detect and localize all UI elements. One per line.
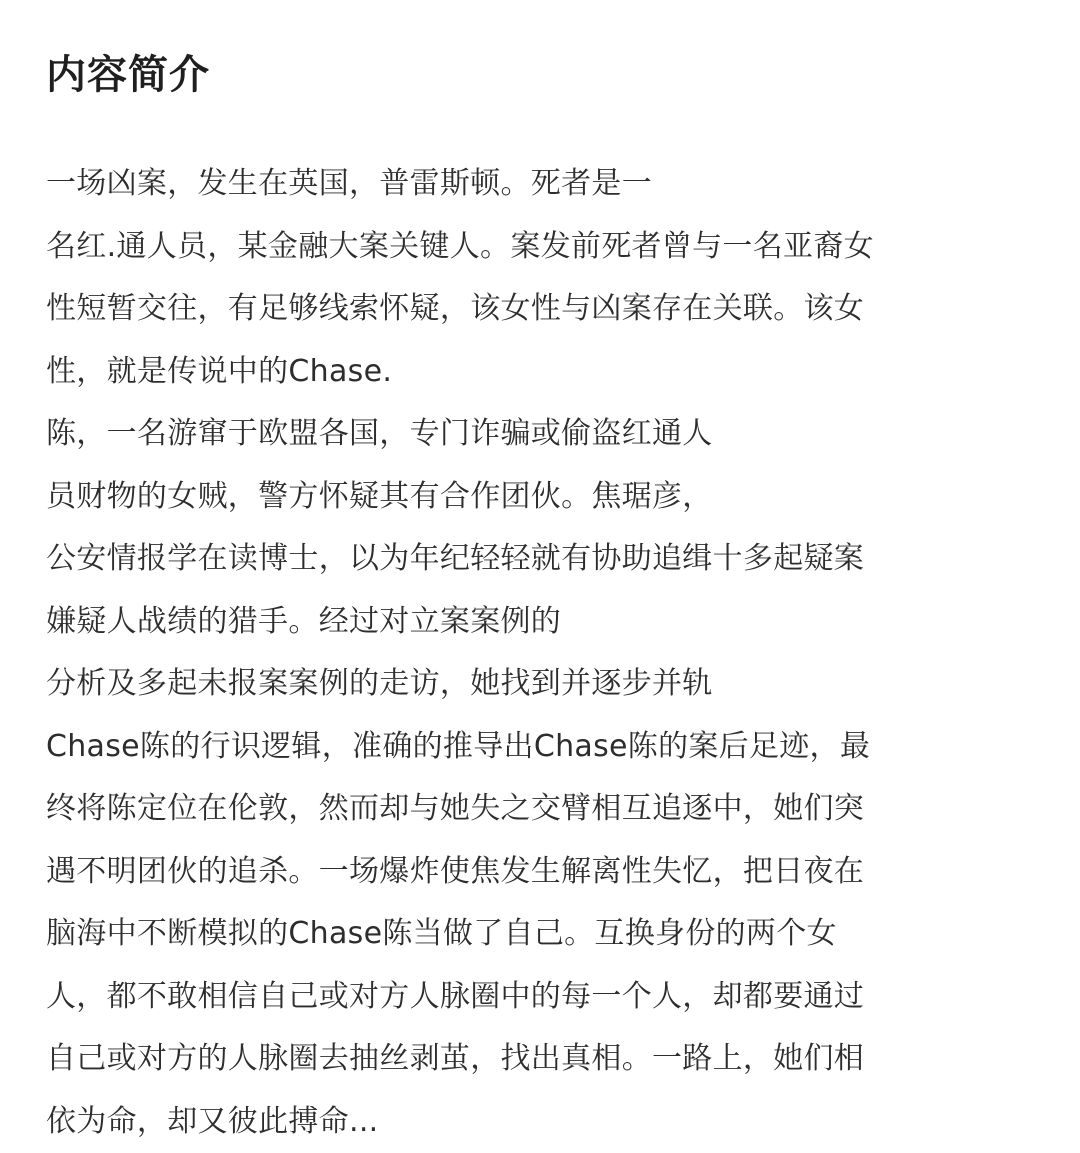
text-line: Chase陈的行识逻辑，准确的推导出Chase陈的案后足迹，最	[46, 716, 1046, 779]
text-line: 员财物的女贼，警方怀疑其有合作团伙。焦琚彦，	[46, 466, 1046, 529]
text-line: 一场凶案，发生在英国，普雷斯顿。死者是一	[46, 153, 1046, 216]
page-title: 内容简介	[46, 45, 210, 105]
text-line: 名红.通人员，某金融大案关键人。案发前死者曾与一名亚裔女	[46, 216, 1046, 279]
text-line: 依为命，却又彼此搏命...	[46, 1091, 1046, 1153]
text-line: 陈，一名游窜于欧盟各国，专门诈骗或偷盗红通人	[46, 403, 1046, 466]
text-line: 人，都不敢相信自己或对方人脉圈中的每一个人，却都要通过	[46, 966, 1046, 1029]
text-line: 自己或对方的人脉圈去抽丝剥茧，找出真相。一路上，她们相	[46, 1028, 1046, 1091]
text-line: 分析及多起未报案案例的走访，她找到并逐步并轨	[46, 653, 1046, 716]
synopsis-body	[46, 153, 1046, 1153]
text-line: 嫌疑人战绩的猎手。经过对立案案例的	[46, 591, 1046, 654]
text-line: 终将陈定位在伦敦，然而却与她失之交臂相互追逐中，她们突	[46, 778, 1046, 841]
text-line: 性短暂交往，有足够线索怀疑，该女性与凶案存在关联。该女	[46, 278, 1046, 341]
text-line: 性，就是传说中的Chase.	[46, 341, 1046, 404]
text-line: 公安情报学在读博士，以为年纪轻轻就有协助追缉十多起疑案	[46, 528, 1046, 591]
text-line: 遇不明团伙的追杀。一场爆炸使焦发生解离性失忆，把日夜在	[46, 841, 1046, 904]
text-line: 脑海中不断模拟的Chase陈当做了自己。互换身份的两个女	[46, 903, 1046, 966]
